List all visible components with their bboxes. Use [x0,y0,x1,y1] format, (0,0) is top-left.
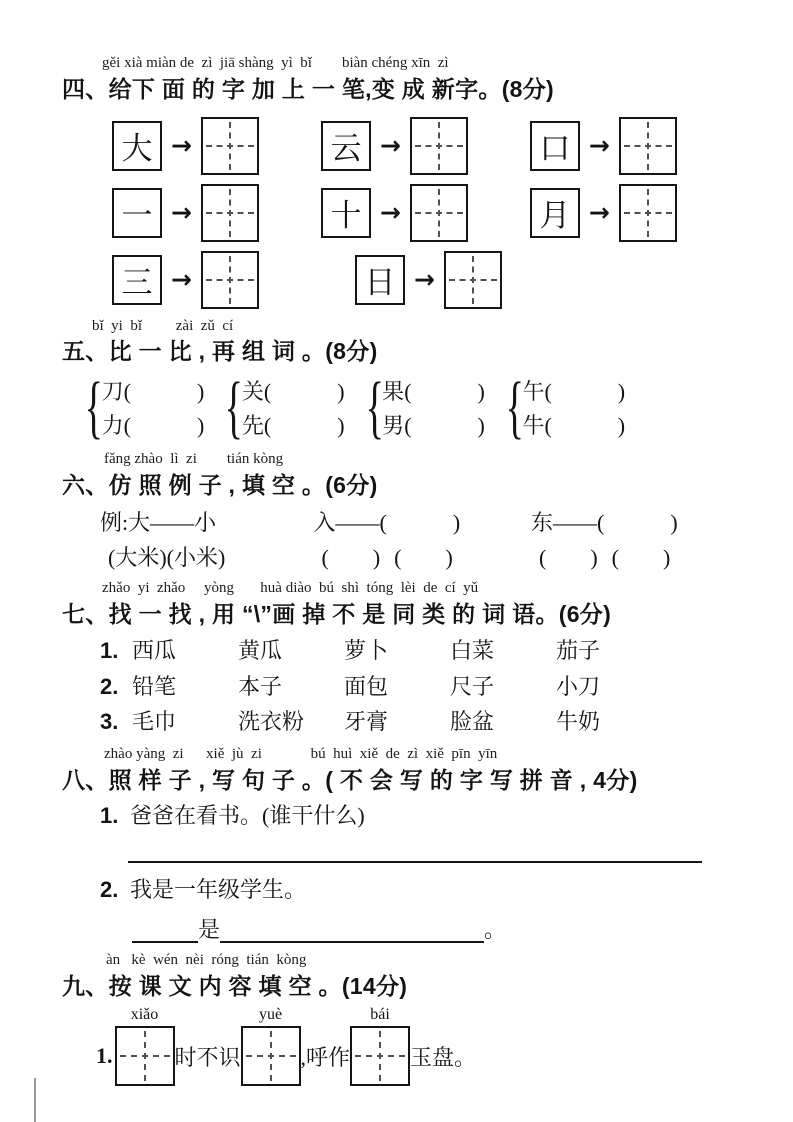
source-char-box [112,121,162,171]
example-answer: (大米)(小米) [108,544,226,570]
pinyin-label: xiǎo [130,1005,159,1023]
text-fill-row [96,1006,757,1087]
pinyin-label: bái [370,1005,390,1023]
compare-pair-column [102,379,205,439]
compare-line [522,379,625,404]
source-char: 月 [539,198,571,234]
row-number: 1. [96,1043,113,1069]
arrow-icon: → [171,198,192,228]
answer-blank[interactable]: ( ) [544,378,626,404]
example-line [100,509,757,537]
fill-char-box[interactable] [350,1026,410,1086]
word-option[interactable]: 面包 [344,673,389,699]
compare-char: 关 [241,378,264,404]
pinyin-label: yuè [258,1005,283,1023]
section9-pinyin: àn kè wén nèi róng tián kòng [106,952,307,969]
sentence-period: 。 [484,916,507,942]
add-stroke-item [530,117,677,175]
word-option[interactable]: 牙膏 [344,709,389,735]
answer-blank-group [539,544,670,572]
answer-grid-box[interactable] [619,117,677,175]
section4-heading: 四、给下 面 的 字 加 上 一 笔,变 成 新字。(8分) [62,75,555,102]
source-char-box [321,121,371,171]
section-cross-out [62,579,757,736]
compare-char: 男 [382,413,405,439]
section9-heading: 九、按 课 文 内 容 填 空 。(14分) [62,972,408,999]
answer-blank-group [322,544,534,572]
compare-line [382,379,485,404]
source-char: 三 [121,265,153,301]
add-stroke-row [112,251,757,309]
word-option[interactable]: 小刀 [556,673,601,699]
add-stroke-item [321,117,468,175]
compare-char: 牛 [522,413,545,439]
answer-blank[interactable]: ( ) [611,544,671,570]
word-option[interactable]: 西瓜 [132,638,177,664]
answer-underline[interactable] [128,861,702,863]
text-segment: 玉盘。 [410,1045,477,1071]
answer-line-row [108,544,757,572]
answer-grid-box[interactable] [201,251,259,309]
word-option[interactable]: 萝卜 [344,638,389,664]
section-text-fill [62,951,757,1086]
answer-blank[interactable]: ( ) [123,378,205,404]
sentence-text: 爸爸在看书。(谁干什么) [130,803,365,829]
word-option[interactable]: 牛奶 [556,709,601,735]
sentence-fill-row [132,917,757,943]
row-number: 3. [100,709,119,735]
sentence-item [100,802,757,831]
section5-heading: 五、比 一 比 , 再 组 词 。(8分) [62,338,378,365]
fill-pair-prefix: 入—— [313,510,380,536]
word-option[interactable]: 白菜 [450,638,495,664]
compare-line [242,379,345,404]
char-box-group [241,1006,301,1087]
source-char: 日 [364,265,396,301]
arrow-icon: → [588,198,610,228]
section7-pinyin: zhǎo yi zhǎo yòng huà diào bú shì tóng lèi de cí yǔ [102,580,479,597]
answer-blank[interactable]: ( ) [379,510,461,536]
compare-pair [365,369,485,447]
word-row [100,637,757,666]
brace-icon: { [84,369,104,447]
answer-blank[interactable]: ( ) [263,413,345,439]
answer-blank[interactable]: ( ) [539,544,598,570]
word-row [100,673,757,702]
brace-icon: { [365,369,384,447]
word-option[interactable]: 脸盆 [450,709,495,735]
source-char-box [321,188,371,238]
answer-blank[interactable]: ( ) [394,544,453,570]
row-number: 2. [100,877,119,903]
arrow-icon: → [413,265,435,295]
source-char: 云 [330,131,362,167]
answer-blank[interactable]: ( ) [597,510,678,536]
row-number: 1. [100,803,119,829]
add-stroke-item [321,184,468,242]
compare-line [382,413,485,438]
section8-pinyin: zhào yàng zi xiě jù zi bú huì xiě de zì xiě pīn yīn [104,745,498,762]
arrow-icon: → [588,131,610,161]
arrow-icon: → [379,131,401,161]
sentence-text: 我是一年级学生。 [130,877,307,903]
add-stroke-item [355,251,502,309]
source-char-box [530,188,580,238]
arrow-icon: → [171,265,192,295]
compare-pairs [84,369,757,447]
char-box-group [350,1006,410,1087]
compare-pair-column [522,379,625,439]
source-char: 大 [121,131,153,167]
add-stroke-item [112,251,259,309]
section-compare-words [62,317,757,447]
fill-pair [531,509,678,537]
answer-grid-box[interactable] [410,117,468,175]
source-char-box [112,255,162,305]
compare-line [102,379,205,404]
answer-grid-box[interactable] [201,117,259,175]
arrow-icon: → [171,131,192,161]
fill-blank-predicate[interactable] [220,917,484,943]
fill-pair [314,509,526,537]
compare-pair [224,369,345,447]
fill-word: 是 [198,916,221,942]
compare-pair [84,369,205,447]
compare-line [102,413,205,438]
source-char: 十 [330,198,362,234]
source-char-box [355,255,405,305]
section-fill-example [62,450,757,572]
word-option[interactable]: 毛巾 [132,709,177,735]
text-segment: 时不识 [174,1045,241,1071]
section4-pinyin: gěi xià miàn de zì jiā shàng yì bǐ biàn chéng xīn zì [102,55,449,71]
fill-blank-subject[interactable] [132,917,198,943]
add-stroke-item [530,184,677,242]
compare-pair [505,369,626,447]
answer-grid-box[interactable] [410,184,468,242]
source-char: 一 [121,198,153,234]
row-number: 1. [100,638,119,664]
word-option[interactable]: 尺子 [450,673,495,699]
add-stroke-row [112,184,757,242]
answer-blank[interactable]: ( ) [404,378,485,404]
answer-blank[interactable]: ( ) [404,413,485,439]
compare-line [242,413,345,438]
compare-char: 果 [382,378,405,404]
char-box-group [115,1006,175,1087]
fill-char-box[interactable] [241,1026,301,1086]
word-option[interactable]: 茄子 [556,638,601,664]
arrow-icon: → [379,198,401,228]
fill-pair-prefix: 东—— [531,510,598,536]
compare-char: 午 [522,378,545,404]
answer-blank[interactable]: ( ) [263,378,345,404]
compare-pair-column [382,379,485,439]
section5-pinyin: bǐ yi bǐ zài zǔ cí [92,317,234,334]
scan-artifact-line [34,1078,36,1122]
example-pair: 例:大——小 [100,510,217,536]
row-number: 2. [100,673,119,699]
answer-grid-box[interactable] [619,184,677,242]
word-option[interactable]: 黄瓜 [238,638,283,664]
compare-char: 刀 [101,378,124,404]
answer-grid-box[interactable] [444,251,502,309]
answer-blank[interactable]: ( ) [544,413,626,439]
section7-heading: 七、找 一 找 , 用 “\”画 掉 不 是 同 类 的 词 语。(6分) [62,601,612,628]
brace-icon: { [224,369,244,447]
section-write-sentences [62,745,757,943]
source-char-box [112,188,162,238]
word-option[interactable]: 本子 [238,673,283,699]
brace-icon: { [505,369,524,447]
answer-blank[interactable]: ( ) [123,413,205,439]
answer-grid-box[interactable] [201,184,259,242]
add-stroke-row [112,117,757,175]
add-stroke-item [112,117,259,175]
sentence-item [100,876,757,905]
word-row [100,708,757,737]
word-option[interactable]: 铅笔 [132,673,177,699]
compare-pair-column [242,379,345,439]
answer-blank[interactable]: ( ) [321,544,381,570]
compare-char: 先 [241,413,264,439]
compare-char: 力 [101,413,124,439]
add-stroke-item [112,184,259,242]
source-char: 口 [539,131,571,167]
section8-heading: 八、照 样 子 , 写 句 子 。( 不 会 写 的 字 写 拼 音 , 4分) [62,766,638,793]
section6-pinyin: fǎng zhào lì zi tián kòng [104,450,284,467]
text-segment: ,呼作 [300,1045,351,1071]
section6-heading: 六、仿 照 例 子 , 填 空 。(6分) [62,471,378,498]
add-stroke-grid [112,117,757,309]
fill-char-box[interactable] [115,1026,175,1086]
word-option[interactable]: 洗衣粉 [238,709,305,735]
compare-line [522,413,625,438]
source-char-box [530,121,580,171]
section-add-stroke [62,54,757,309]
